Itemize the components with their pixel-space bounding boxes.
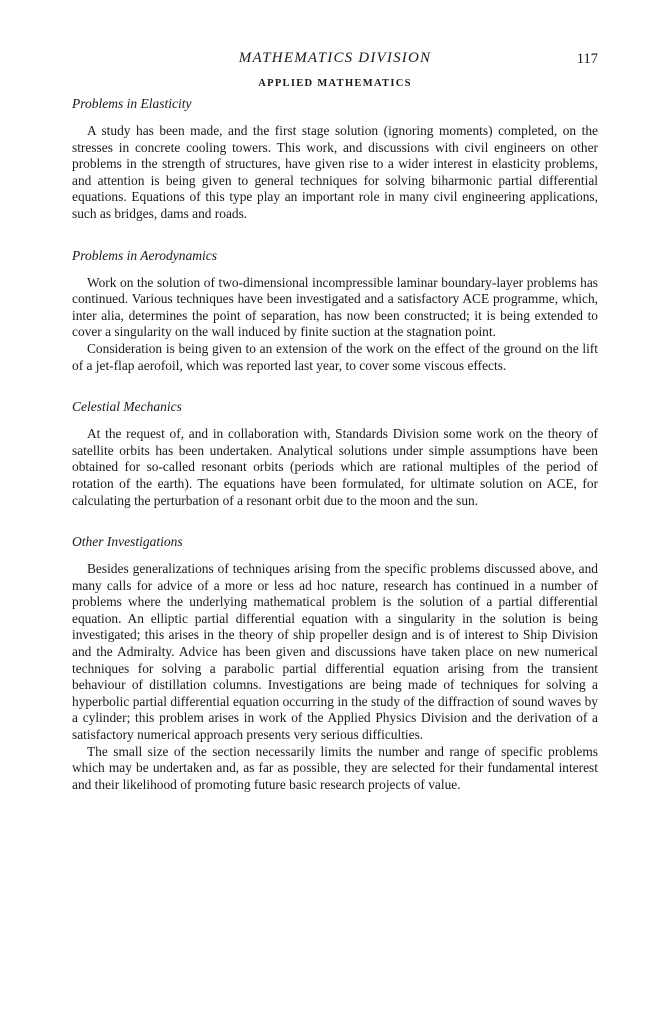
paragraph: Besides generalizations of techniques arising from the specific problems discussed above, and many calls for advice of a more or less ad hoc nature, research has continued in a number of problems where the underlying mathematical problem is the solution of a partial differential equation. An elliptic partial differential equation with a singularity in the solution is being investigated; this arises in the theory of ship propeller design and is of interest to Ship Division and the Admiralty. Advice has been given and discussions have taken place on new numerical techniques for solving a parabolic partial differential equation arising from the transient behaviour of distillation columns. Investigations are being made of techniques for solving a hyperbolic partial differential equation occurring in the study of the diffraction of sound waves by a cylinder; this problem arises in work of the Applied Physics Division and the derivation of a satisfactory numerical approach presents very serious difficulties. — [72, 561, 598, 743]
section-heading: APPLIED MATHEMATICS — [258, 78, 412, 89]
paragraph: Consideration is being given to an extension of the work on the effect of the ground on the lift of a jet-flap aerofoil, which was reported last year, to cover some viscous effects. — [72, 340, 598, 373]
page — [72, 50, 598, 817]
running-head — [72, 50, 598, 74]
page-number: 117 — [576, 51, 598, 67]
section-elasticity — [72, 95, 598, 223]
running-title: MATHEMATICS DIVISION — [238, 50, 432, 66]
paragraph: At the request of, and in collaboration with, Standards Division some work on the theory of satellite orbits has been undertaken. Analytical solutions under simple assumptions have been obtained for so-called resonant orbits (periods which are rational multiples of the period of rotation of the earth). The equations have been formulated, for ultimate solution on ACE, for calculating the perturbation of a resonant orbit due to the moon and the sun. — [72, 426, 598, 508]
subsection-title: Problems in Aerodynamics — [72, 247, 217, 263]
section-celestial-mechanics — [72, 398, 598, 509]
subsection-title: Other Investigations — [72, 534, 183, 550]
paragraph: A study has been made, and the first stage solution (ignoring moments) completed, on the stresses in concrete cooling towers. This work, and discussions with civil engineers on other problems in the strength of structures, have given rise to a wider interest in elasticity problems, and attention is being given to general techniques for solving biharmonic partial differential equations. Equations of this type play an important role in many civil engineering applications, such as bridges, dams and roads. — [72, 123, 598, 221]
subsection-title: Celestial Mechanics — [72, 399, 182, 415]
section-aerodynamics — [72, 247, 598, 375]
paragraph: The small size of the section necessarily limits the number and range of specific problems which may be undertaken and, as far as possible, they are selected for their fundamental interest and their likelihood of promoting future basic research projects of value. — [72, 743, 598, 792]
paragraph: Work on the solution of two-dimensional incompressible laminar boundary-layer problems has continued. Various techniques have been investigated and a satisfactory ACE programme, which, inter alia, determines the point of separation, has now been constructed; it is being extended to cover a singularity on the wall induced by finite suction at the stagnation point. — [72, 274, 598, 340]
section-other-investigations — [72, 533, 598, 793]
subsection-title: Problems in Elasticity — [72, 96, 192, 111]
